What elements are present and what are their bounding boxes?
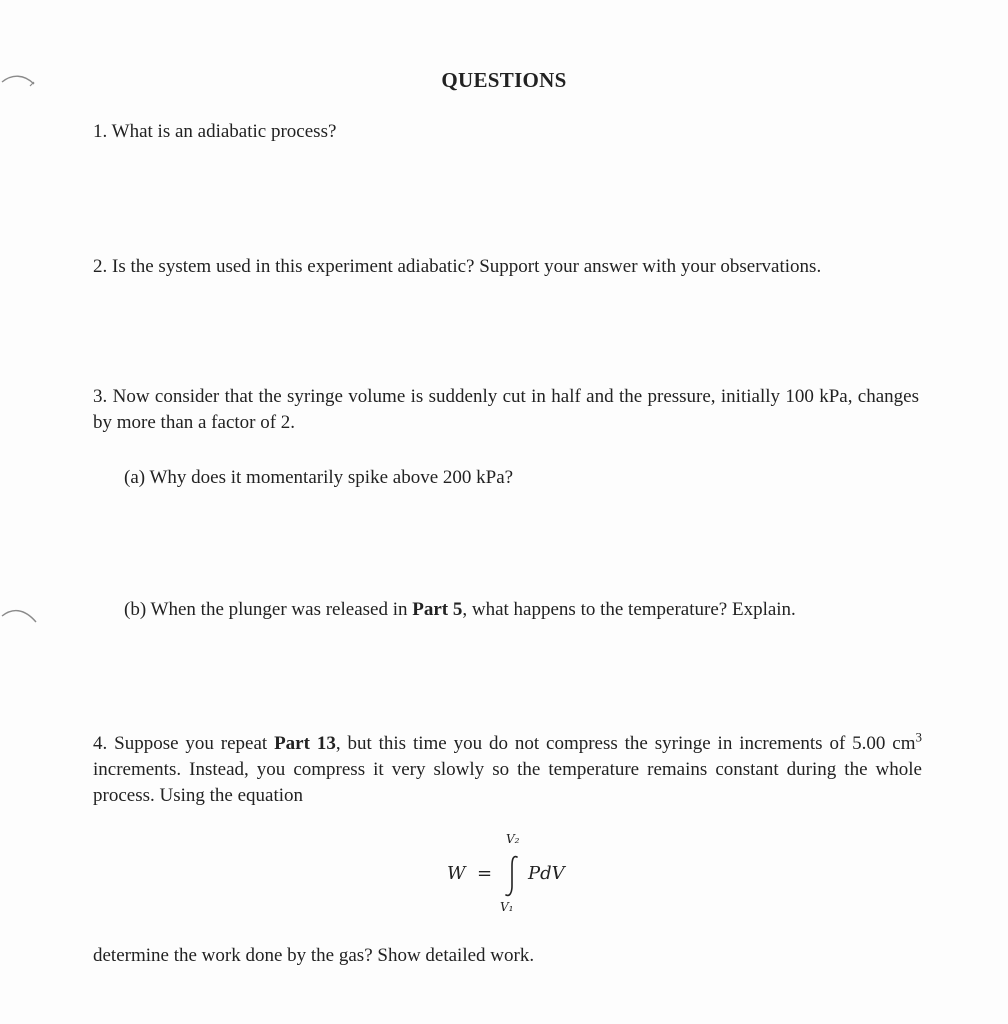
punch-hole-mark-middle: [0, 600, 40, 630]
question-3b: [124, 597, 796, 623]
question-4-part-ref: Part 13: [274, 733, 336, 754]
question-4-prefix: 4. Suppose you repeat: [93, 733, 275, 754]
question-1: 1. What is an adiabatic process?: [93, 121, 337, 142]
question-2: 2. Is the system used in this experiment adiabatic? Support your answer with your observations.: [93, 256, 822, 277]
question-3b-part-ref: Part 5: [412, 599, 463, 620]
question-3b-prefix: (b) When the plunger was released in: [124, 599, 413, 620]
integral-sign-icon: [503, 854, 521, 898]
question-3: 3. Now consider that the syringe volume is suddenly cut in half and the pressure, initially 100 kPa, changes by more than a factor of 2.: [93, 386, 919, 433]
equation-integrand: PdV: [528, 863, 565, 884]
question-3a: (a) Why does it momentarily spike above 200 kPa?: [124, 467, 514, 488]
question-4-suffix: increments. Instead, you compress it very slowly so the temperature remains constant during the whole process. Using the equation: [93, 759, 922, 806]
equation-lhs: W: [447, 863, 466, 884]
question-4-middle: , but this time you do not compress the syringe in increments of 5.00 cm: [335, 733, 916, 754]
question-4-superscript: 3: [915, 729, 922, 745]
question-4-closing: determine the work done by the gas? Show detailed work.: [93, 945, 535, 966]
equation-upper-limit: V₂: [506, 832, 520, 846]
equation-equals: =: [477, 863, 493, 884]
question-3b-suffix: , what happens to the temperature? Explain.: [462, 599, 796, 620]
question-4: [93, 731, 922, 809]
page-title: QUESTIONS: [441, 68, 567, 92]
work-integral-equation: [440, 830, 590, 922]
equation-lower-limit: V₁: [500, 900, 514, 914]
